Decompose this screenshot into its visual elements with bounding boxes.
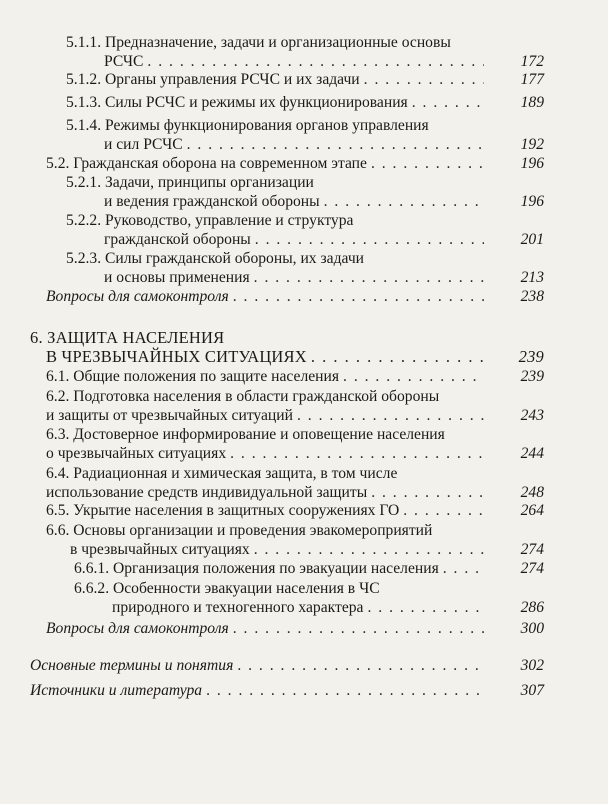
toc-entry-6-4[interactable] (46, 465, 544, 502)
entry-title-line: 5.2.3. Силы гражданской обороны, их задачи (66, 250, 365, 267)
toc-entry-6-6-1[interactable] (74, 560, 544, 579)
entry-title-line: в чрезвычайных ситуациях (70, 540, 250, 558)
toc-entry-5-1-1[interactable] (66, 34, 544, 71)
page-number: 302 (520, 657, 544, 674)
toc-entry-review-questions-5[interactable] (46, 288, 544, 307)
page-number: 192 (520, 135, 544, 153)
entry-title-line: использование средств индивидуальной защиты (46, 483, 368, 501)
page-number: 243 (520, 406, 544, 424)
toc-entry-glossary[interactable] (30, 657, 544, 676)
entry-title-line: и основы применения (104, 268, 250, 286)
entry-title-line: 6.2. Подготовка населения в области гражданской обороны (46, 388, 440, 405)
toc-entry-5-1-3[interactable] (66, 94, 544, 113)
dot-leader (311, 348, 484, 367)
dot-leader (412, 94, 484, 113)
entry-title-line: Вопросы для самоконтроля (46, 620, 229, 637)
dot-leader (371, 155, 484, 174)
page-number: 274 (520, 540, 544, 558)
page-number: 238 (520, 288, 544, 305)
entry-title-line: РСЧС (104, 52, 144, 70)
dot-leader (254, 541, 484, 560)
page-number: 239 (520, 368, 544, 385)
entry-title-line: 5.2. Гражданская оборона на современном этапе (46, 155, 367, 172)
toc-entry-5-2-3[interactable] (66, 250, 544, 287)
page-number: 244 (520, 444, 544, 462)
page-number: 213 (520, 268, 544, 286)
dot-leader (367, 599, 484, 618)
dot-leader (371, 484, 484, 503)
entry-title-line: 6.3. Достоверное информирование и оповещение населения (46, 426, 445, 443)
page-number: 239 (518, 346, 544, 366)
entry-title-line: и защиты от чрезвычайных ситуаций (46, 406, 293, 424)
toc-entry-5-1-2[interactable] (66, 71, 544, 90)
entry-title-line: 6.6. Основы организации и проведения эвакомероприятий (46, 522, 433, 539)
entry-title-line: Источники и литература (30, 682, 203, 699)
entry-title-line: о чрезвычайных ситуациях (46, 444, 227, 462)
entry-title-line: Вопросы для самоконтроля (46, 288, 229, 305)
dot-leader (147, 53, 484, 72)
entry-title-line: 5.1.3. Силы РСЧС и режимы их функционирования (66, 94, 408, 111)
toc-entry-6-2[interactable] (46, 388, 544, 425)
entry-title-line: и ведения гражданской обороны (104, 192, 320, 210)
entry-title-line: 6.6.1. Организация положения по эвакуации населения (74, 560, 439, 577)
toc-entry-5-1-4[interactable] (66, 117, 544, 154)
page-number: 286 (520, 598, 544, 616)
entry-title-line: 5.2.1. Задачи, принципы организации (66, 174, 314, 191)
toc-entry-chapter-6[interactable] (30, 329, 544, 366)
entry-title-line: 6.1. Общие положения по защите населения (46, 368, 340, 385)
toc-entry-6-6[interactable] (46, 522, 544, 559)
page-number: 300 (520, 620, 544, 637)
dot-leader (254, 269, 484, 288)
page-number: 189 (520, 94, 544, 111)
toc-entry-5-2-1[interactable] (66, 174, 544, 211)
dot-leader (187, 136, 484, 155)
toc-entry-6-6-2[interactable] (74, 580, 544, 617)
dot-leader (364, 71, 484, 90)
dot-leader (443, 560, 484, 579)
page-number: 172 (520, 52, 544, 70)
entry-title-line: 6.6.2. Особенности эвакуации населения в ЧС (74, 580, 380, 597)
page-number: 307 (520, 682, 544, 699)
toc-entry-5-2-2[interactable] (66, 212, 544, 249)
page-number: 177 (520, 71, 544, 88)
chapter-title-line: В ЧРЕЗВЫЧАЙНЫХ СИТУАЦИЯХ (46, 346, 307, 366)
toc-entry-5-2[interactable] (46, 155, 544, 174)
entry-title-line: гражданской обороны (104, 230, 251, 248)
entry-title-line: Основные термины и понятия (30, 657, 234, 674)
toc-entry-review-questions-6[interactable] (46, 620, 544, 639)
dot-leader (297, 407, 484, 426)
dot-leader (233, 620, 484, 639)
entry-title-line: 5.1.1. Предназначение, задачи и организационные основы (66, 34, 451, 51)
page-number: 196 (520, 155, 544, 172)
dot-leader (230, 445, 484, 464)
dot-leader (343, 368, 484, 387)
dot-leader (403, 502, 484, 521)
toc-entry-6-5[interactable] (46, 502, 544, 521)
page-number: 264 (520, 502, 544, 519)
toc-entry-6-3[interactable] (46, 426, 544, 463)
page-number: 248 (520, 483, 544, 501)
dot-leader (206, 682, 484, 701)
toc-entry-references[interactable] (30, 682, 544, 701)
entry-title-line: 6.5. Укрытие населения в защитных сооружениях ГО (46, 502, 400, 519)
dot-leader (233, 288, 484, 307)
chapter-title-line: 6. ЗАЩИТА НАСЕЛЕНИЯ (30, 328, 225, 347)
toc-entry-6-1[interactable] (46, 368, 544, 387)
dot-leader (237, 657, 484, 676)
entry-title-line: 5.1.4. Режимы функционирования органов управления (66, 117, 429, 134)
entry-title-line: 6.4. Радиационная и химическая защита, в том числе (46, 465, 398, 482)
entry-title-line: природного и техногенного характера (112, 598, 364, 616)
page-number: 274 (520, 560, 544, 577)
entry-title-line: 5.1.2. Органы управления РСЧС и их задачи (66, 71, 360, 88)
entry-title-line: 5.2.2. Руководство, управление и структура (66, 212, 354, 229)
page-number: 196 (520, 192, 544, 210)
page-number: 201 (520, 230, 544, 248)
dot-leader (255, 231, 484, 250)
dot-leader (324, 193, 484, 212)
entry-title-line: и сил РСЧС (104, 135, 183, 153)
